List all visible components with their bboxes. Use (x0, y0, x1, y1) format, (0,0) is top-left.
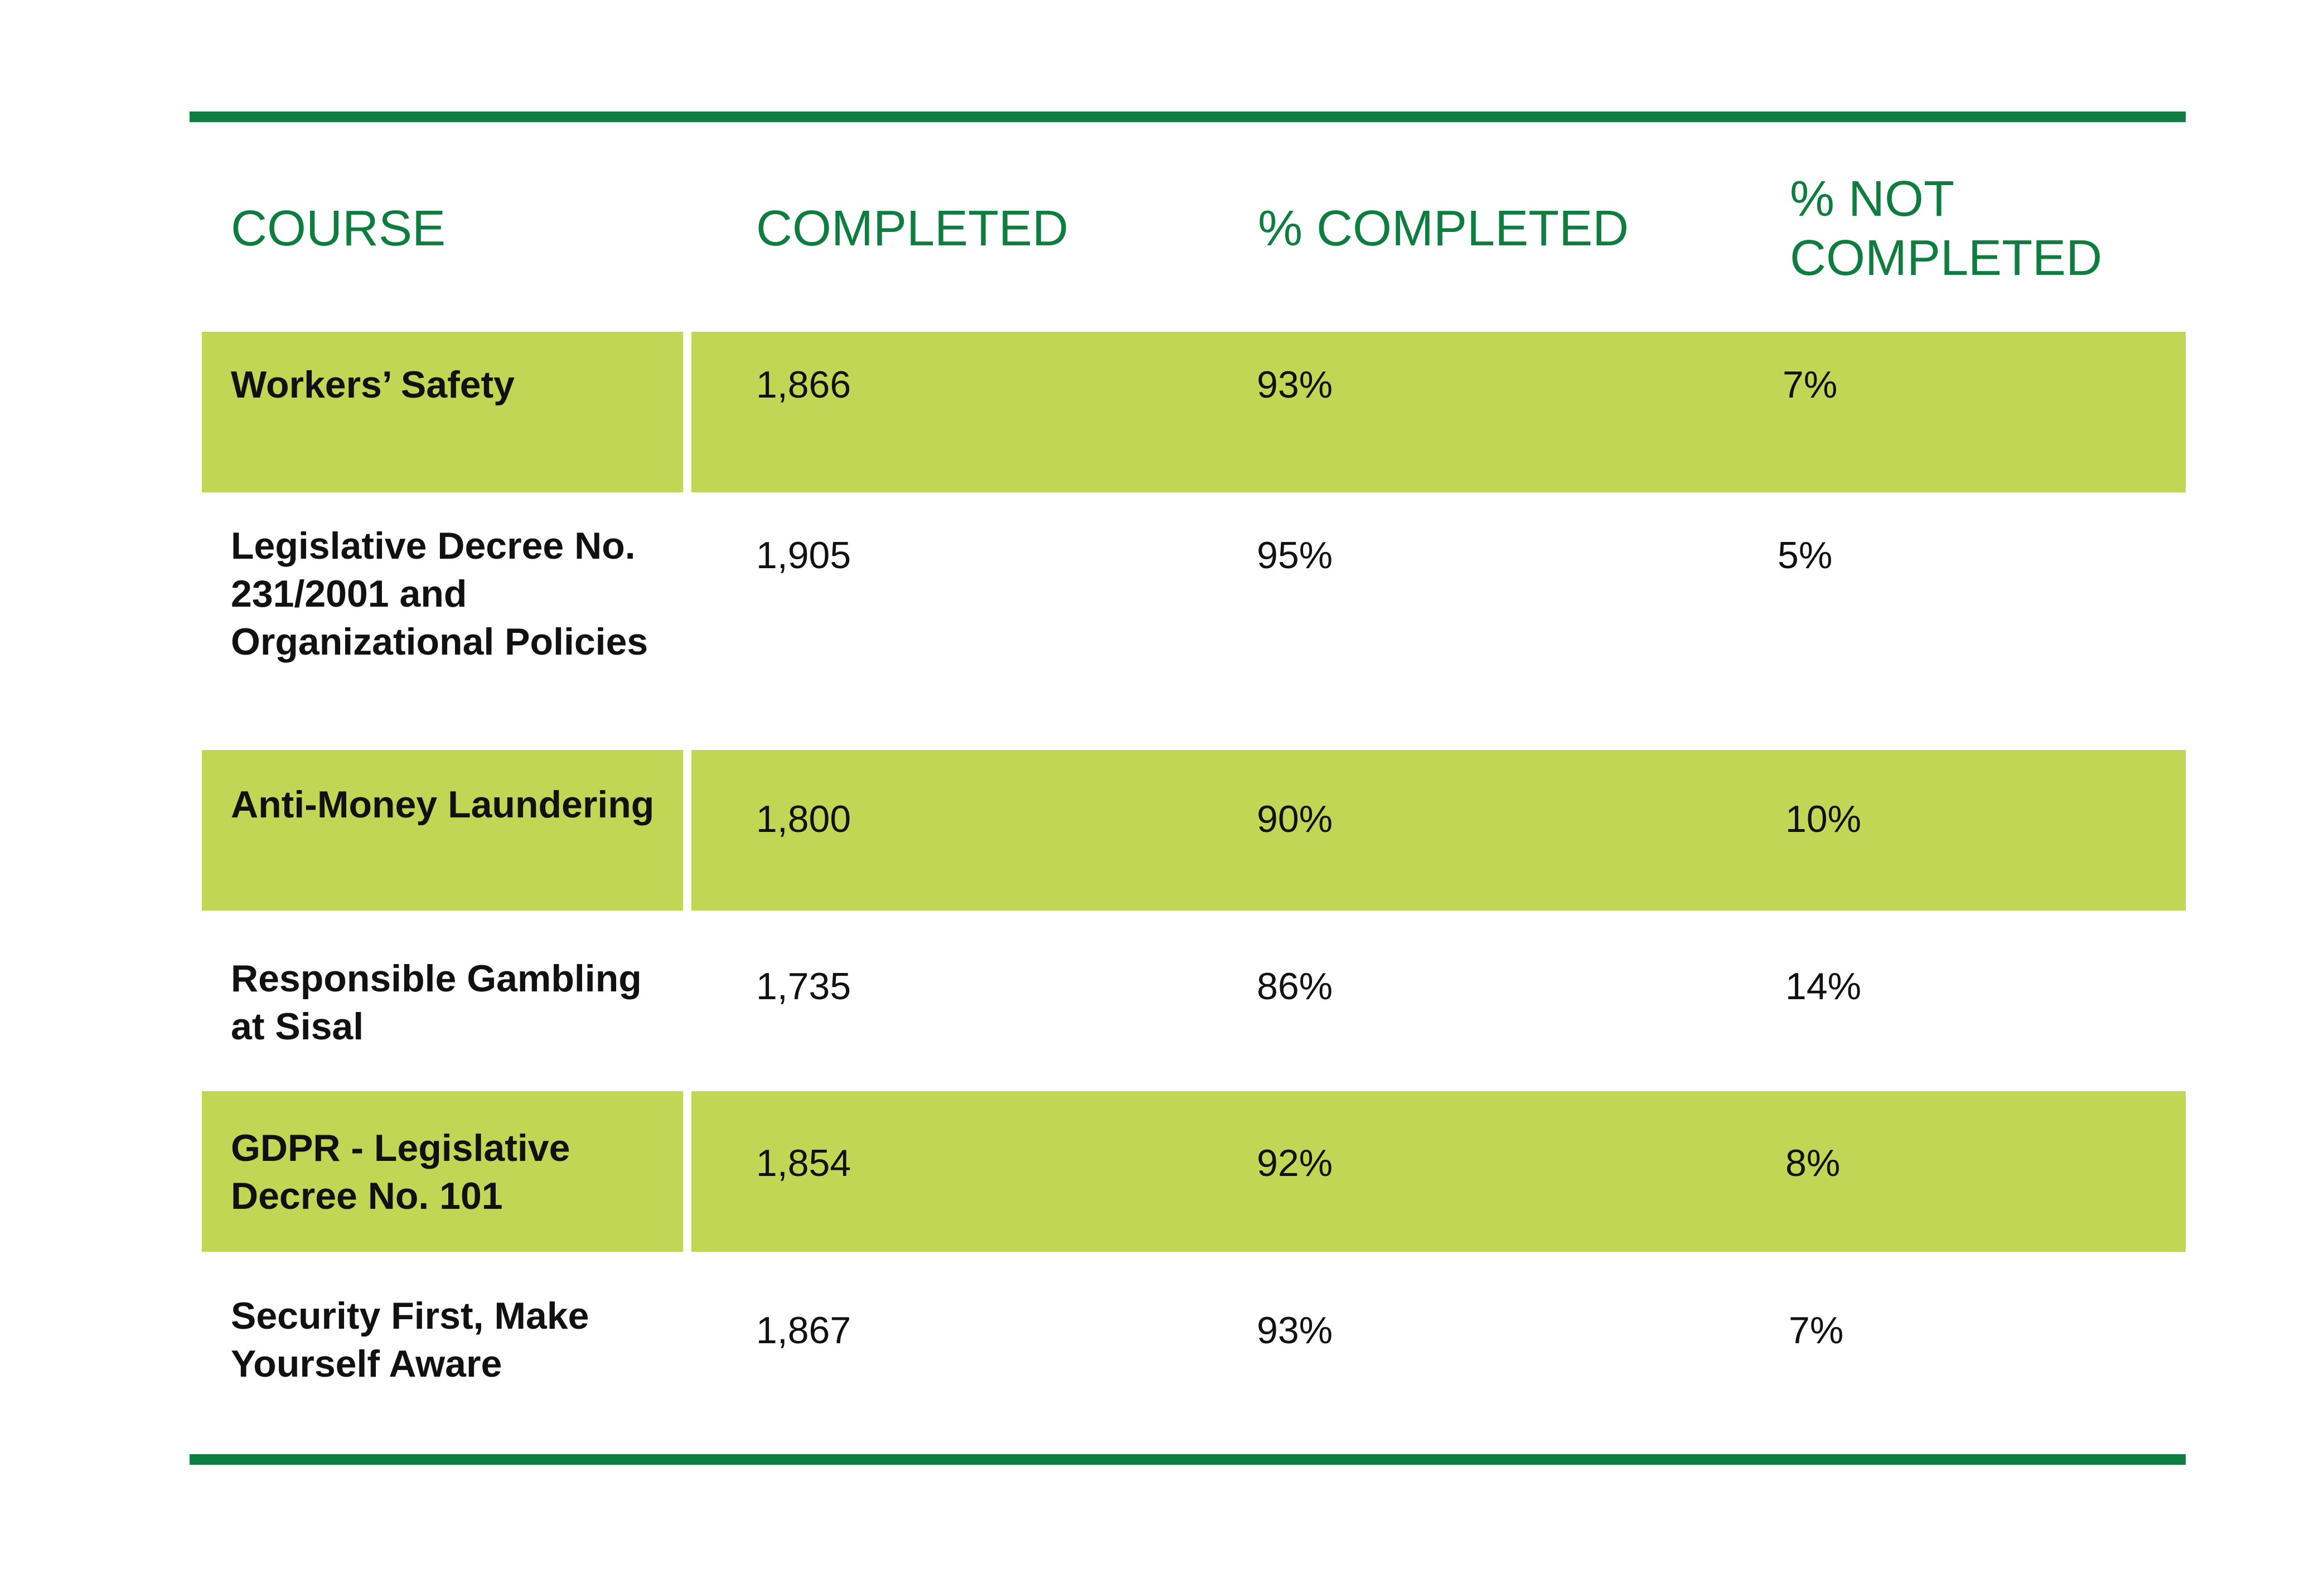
table-row (190, 1091, 2186, 1252)
table-row (190, 750, 2186, 911)
completed-count: 1,854 (756, 1142, 851, 1184)
pct-completed: 93% (1257, 1309, 1333, 1352)
completed-count: 1,866 (756, 364, 851, 406)
table-row (190, 332, 2186, 492)
pct-not-completed: 14% (1785, 965, 1862, 1008)
pct-not-completed: 5% (1778, 534, 1833, 577)
pct-not-completed: 7% (1783, 364, 1838, 406)
pct-not-completed: 10% (1785, 798, 1862, 840)
table-row (190, 492, 2186, 750)
completed-count: 1,867 (756, 1309, 851, 1352)
course-name: Workers’ Safety (231, 364, 515, 406)
course-name: Responsible Gambling at Sisal (231, 957, 642, 1048)
table-row (190, 1252, 2186, 1436)
pct-completed: 95% (1257, 534, 1333, 577)
header-course: COURSE (231, 201, 446, 256)
header-pct-completed: % COMPLETED (1258, 201, 1629, 256)
pct-completed: 86% (1257, 965, 1333, 1008)
pct-not-completed: 7% (1789, 1309, 1844, 1352)
pct-not-completed: 8% (1785, 1142, 1841, 1184)
table-header (190, 159, 2186, 298)
course-name: Legislative Decree No. 231/2001 and Organizational Policies (231, 525, 648, 663)
header-pct-not-completed: % NOT COMPLETED (1790, 171, 2103, 286)
top-rule (190, 112, 2186, 122)
bottom-rule (190, 1454, 2186, 1465)
header-completed: COMPLETED (756, 201, 1069, 256)
course-name: GDPR - Legislative Decree No. 101 (231, 1127, 570, 1217)
completed-count: 1,735 (756, 965, 851, 1008)
table-row (190, 911, 2186, 1091)
course-name: Security First, Make Yourself Aware (231, 1295, 589, 1385)
completed-count: 1,800 (756, 798, 851, 840)
pct-completed: 93% (1257, 364, 1333, 406)
course-name: Anti-Money Laundering (231, 783, 655, 826)
completed-count: 1,905 (756, 534, 851, 577)
pct-completed: 92% (1257, 1142, 1333, 1184)
pct-completed: 90% (1257, 798, 1333, 840)
